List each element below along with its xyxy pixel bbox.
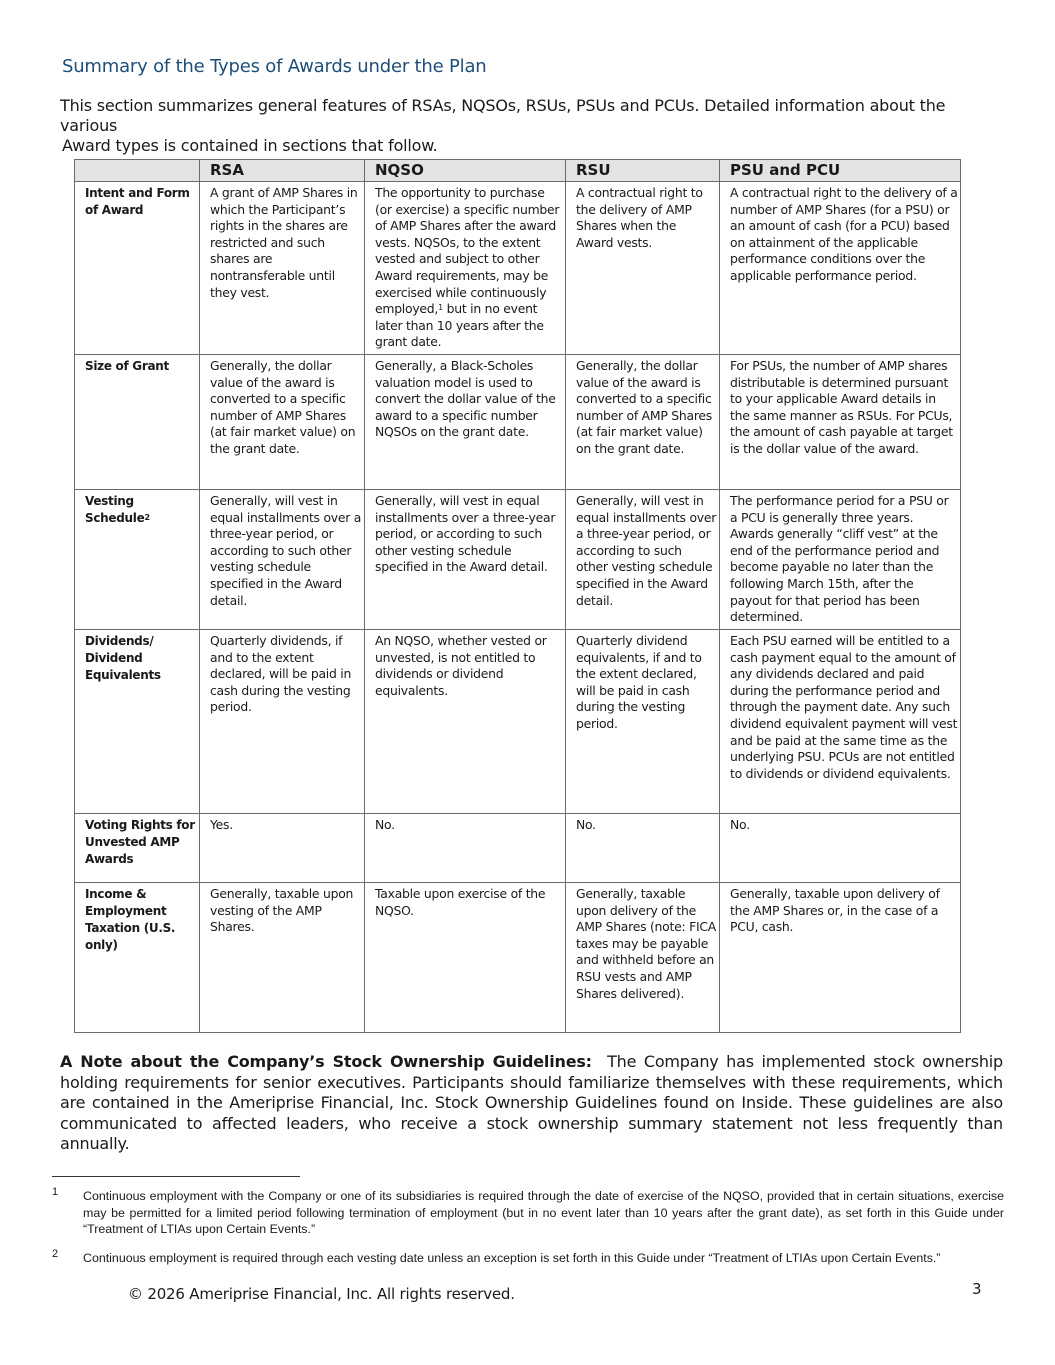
cell-nqso — [365, 182, 566, 355]
cell-nqso: An NQSO, whether vested or unvested, is not entitled to dividends or dividend equivalents. — [365, 629, 566, 813]
cell-psu-pcu: No. — [720, 813, 961, 882]
cell-rsa: Generally, the dollar value of the award is converted to a specific number of AMP Shares (at fair market value) on the grant date. — [200, 354, 365, 489]
intro-line-2: Award types is contained in sections that follow. — [62, 136, 438, 155]
footnote-1 — [52, 1188, 1004, 1238]
cell-nqso-text: The opportunity to purchase (or exercise) a specific number of AMP Shares after the award vests. NQSOs, to the extent vested and subject to other Award requirements, may be exercised while continuously employed, — [375, 185, 560, 317]
section-title: Summary of the Types of Awards under the Plan — [62, 56, 487, 77]
intro-paragraph — [60, 96, 1000, 156]
cell-rsu: Generally, will vest in equal installments over a three-year period, or according to such other vesting schedule specified in the Award detail. — [566, 489, 720, 629]
header-blank — [75, 160, 200, 182]
cell-psu-pcu: The performance period for a PSU or a PCU is generally three years. Awards generally “cliff vest” at the end of the performance period and become payable no later than the following March 15th, after the payout for that period has been determined. — [720, 489, 961, 629]
cell-nqso: Generally, a Black-Scholes valuation model is used to convert the dollar value of the award to a specific number NQSOs on the grant date. — [365, 354, 566, 489]
ownership-guidelines-note — [60, 1052, 1003, 1155]
header-rsa: RSA — [200, 160, 365, 182]
cell-rsu: Generally, the dollar value of the award is converted to a specific number of AMP Shares (at fair market value) on the grant date. — [566, 354, 720, 489]
footnote-2 — [52, 1250, 1004, 1267]
footnote-text: Continuous employment is required through each vesting date unless an exception is set forth in this Guide under “Treatment of LTIAs upon Certain Events.” — [83, 1251, 941, 1265]
cell-rsu: A contractual right to the delivery of AMP Shares when the Award vests. — [566, 182, 720, 355]
row-label: Income & Employment Taxation (U.S. only) — [75, 882, 200, 1032]
row-label: Size of Grant — [75, 354, 200, 489]
cell-rsu: Generally, taxable upon delivery of the AMP Shares (note: FICA taxes may be payable and withheld before an RSU vests and AMP Shares delivered). — [566, 882, 720, 1032]
footnote-ref-1: 1 — [438, 303, 443, 313]
cell-rsa: Yes. — [200, 813, 365, 882]
header-psu-pcu: PSU and PCU — [720, 160, 961, 182]
awards-summary-table — [74, 159, 961, 1033]
table-row-voting — [75, 813, 961, 882]
row-label-text: Vesting Schedule — [85, 493, 145, 525]
cell-psu-pcu: For PSUs, the number of AMP shares distributable is determined pursuant to your applicable Award details in the same manner as RSUs. For PCUs, the amount of cash payable at target is the dollar value of the award. — [720, 354, 961, 489]
cell-rsa: A grant of AMP Shares in which the Participant’s rights in the shares are restricted and such shares are nontransferable until they vest. — [200, 182, 365, 355]
row-label: Voting Rights for Unvested AMP Awards — [75, 813, 200, 882]
footnote-divider — [52, 1176, 300, 1177]
table-row-vesting — [75, 489, 961, 629]
row-label: Dividends/ Dividend Equivalents — [75, 629, 200, 813]
cell-rsa: Generally, taxable upon vesting of the AMP Shares. — [200, 882, 365, 1032]
table-header-row — [75, 160, 961, 182]
note-body: The Company has implemented stock ownership holding requirements for senior executives. Participants should familiarize themselves with these requirements, which are contained in the Ameriprise Financial, Inc. Stock Ownership Guidelines found on Inside. These guidelines are also communicated to affected leaders, who receive a stock ownership summary statement not less frequently than annually. — [60, 1052, 1003, 1153]
table-row-taxation — [75, 882, 961, 1032]
cell-psu-pcu: A contractual right to the delivery of a number of AMP Shares (for a PSU) or an amount of cash (for a PCU) based on attainment of the applicable performance conditions over the applicable performance period. — [720, 182, 961, 355]
cell-nqso-text-cont: but in no event later than 10 years after the grant date. — [375, 301, 544, 350]
header-nqso: NQSO — [365, 160, 566, 182]
table-row-size — [75, 354, 961, 489]
page-number: 3 — [972, 1280, 982, 1298]
footnote-text: Continuous employment with the Company or one of its subsidiaries is required through the date of exercise of the NQSO, provided that in certain situations, exercise may be permitted for a limited period following termination of employment (but in no event later than 10 years after the grant date), as set forth in this Guide under “Treatment of LTIAs upon Certain Events.” — [83, 1189, 1004, 1236]
cell-psu-pcu: Generally, taxable upon delivery of the AMP Shares or, in the case of a PCU, cash. — [720, 882, 961, 1032]
copyright-notice: © 2026 Ameriprise Financial, Inc. All rights reserved. — [128, 1285, 515, 1303]
note-heading: A Note about the Company’s Stock Ownership Guidelines: — [60, 1052, 592, 1071]
intro-line-1: This section summarizes general features of RSAs, NQSOs, RSUs, PSUs and PCUs. Detailed information about the various — [60, 96, 946, 135]
footnote-number: 1 — [52, 1186, 59, 1198]
footnote-number: 2 — [52, 1248, 59, 1260]
table-row-intent — [75, 182, 961, 355]
cell-rsu: No. — [566, 813, 720, 882]
cell-rsa: Quarterly dividends, if and to the extent declared, will be paid in cash during the vesting period. — [200, 629, 365, 813]
cell-rsa: Generally, will vest in equal installments over a three-year period, or according to such other vesting schedule specified in the Award detail. — [200, 489, 365, 629]
header-rsu: RSU — [566, 160, 720, 182]
table-row-dividends — [75, 629, 961, 813]
cell-nqso: Taxable upon exercise of the NQSO. — [365, 882, 566, 1032]
cell-rsu: Quarterly dividend equivalents, if and to the extent declared, will be paid in cash during the vesting period. — [566, 629, 720, 813]
row-label — [75, 489, 200, 629]
cell-nqso: Generally, will vest in equal installments over a three-year period, or according to such other vesting schedule specified in the Award detail. — [365, 489, 566, 629]
footnote-ref-2: 2 — [144, 512, 150, 522]
cell-nqso: No. — [365, 813, 566, 882]
row-label: Intent and Form of Award — [75, 182, 200, 355]
cell-psu-pcu: Each PSU earned will be entitled to a cash payment equal to the amount of any dividends declared and paid during the performance period and through the payment date. Any such dividend equivalent payment will vest and be paid at the same time as the underlying PSU. PCUs are not entitled to dividends or dividend equivalents. — [720, 629, 961, 813]
